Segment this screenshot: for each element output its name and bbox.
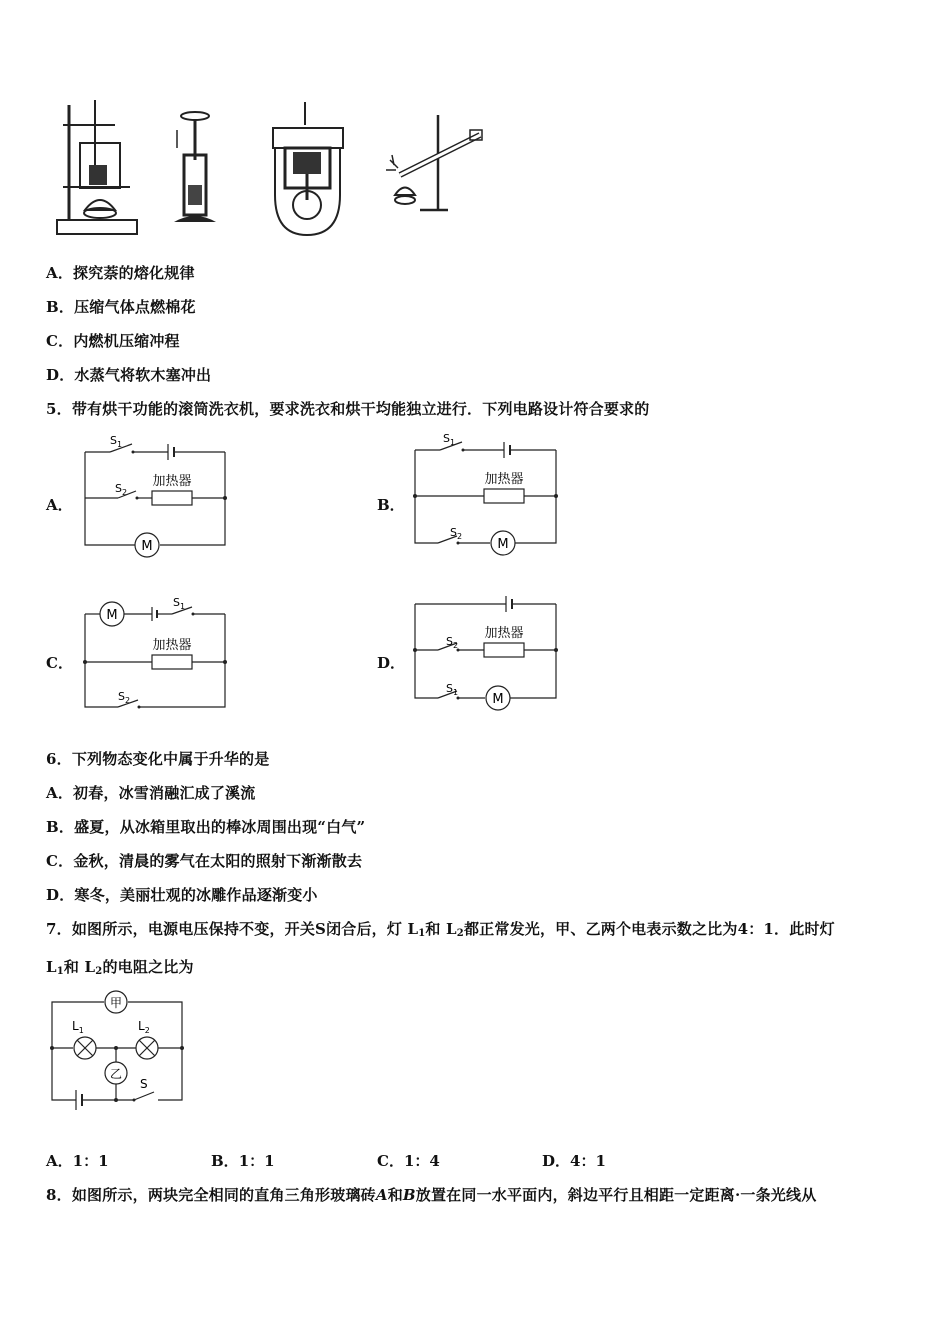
- q7-option-a: A．1：1: [46, 1152, 109, 1170]
- q5-circuit-b-label: B．: [377, 496, 405, 514]
- svg-text:S2: $S_2$: [446, 635, 459, 650]
- svg-text:L2: $L_2$: [138, 1019, 150, 1035]
- svg-text:S1: $S_1$: [173, 596, 186, 611]
- heater-label: 加热器: [152, 474, 192, 489]
- q7-option-c: C．1：4: [377, 1152, 440, 1170]
- steam-cork-figure: [380, 110, 490, 220]
- q4-option-a: A．探究萘的熔化规律: [46, 264, 195, 282]
- q7-stem-line1: 7．如图所示，电源电压保持不变，开关S闭合后，灯 $L_1$和 $L_2$都正常发光，甲、乙两个电表示数之比为4：1．此时灯: [46, 920, 835, 939]
- q5-circuit-a: [80, 430, 235, 555]
- q5-circuit-a-label: A．: [46, 496, 73, 514]
- q7-option-d: D．4：1: [542, 1152, 606, 1170]
- q6-option-c: C．金秋，清晨的雾气在太阳的照射下渐渐散去: [46, 852, 363, 870]
- q5-circuit-c-label: C．: [46, 654, 73, 672]
- meter-jia: 甲: [109, 996, 123, 1010]
- q7-option-b: B．1：1: [211, 1152, 275, 1170]
- motor-label: M: [141, 539, 153, 554]
- q5-circuit-d: [410, 590, 565, 715]
- q6-stem: 6．下列物态变化中属于升华的是: [46, 750, 270, 768]
- svg-text:加热器: 加热器: [152, 638, 192, 653]
- q4-option-b: B．压缩气体点燃棉花: [46, 298, 196, 316]
- q5-circuit-c: [80, 592, 235, 717]
- q7-circuit: [48, 990, 188, 1115]
- svg-text:S2: $S_2$: [450, 526, 463, 541]
- q5-stem: 5．带有烘干功能的滚筒洗衣机，要求洗衣和烘干均能独立进行．下列电路设计符合要求的: [46, 400, 650, 418]
- svg-text:S1: $S_1$: [443, 432, 456, 447]
- q6-option-b: B．盛夏，从冰箱里取出的棒冰周围出现“白气”: [46, 818, 366, 836]
- gas-compression-figure: [170, 110, 220, 230]
- svg-text:M: M: [497, 537, 509, 552]
- naphthalene-apparatus-figure: [55, 95, 145, 245]
- engine-stroke-figure: [265, 100, 350, 240]
- svg-text:S2: $S_2$: [115, 482, 128, 497]
- svg-text:S: S: [140, 1077, 148, 1091]
- svg-text:S1: $S_1$: [110, 434, 123, 449]
- q6-option-d: D．寒冬，美丽壮观的冰雕作品逐渐变小: [46, 886, 318, 904]
- svg-text:加热器: 加热器: [484, 626, 524, 641]
- svg-text:M: M: [492, 692, 504, 707]
- q6-option-a: A．初春，冰雪消融汇成了溪流: [46, 784, 256, 802]
- meter-yi: 乙: [109, 1067, 123, 1081]
- q8-stem: 8．如图所示，两块完全相同的直角三角形玻璃砖A和B放置在同一水平面内，斜边平行且相距一定距离·一条光线从: [46, 1186, 817, 1204]
- svg-text:S2: $S_2$: [118, 690, 131, 705]
- q4-option-c: C．内燃机压缩冲程: [46, 332, 180, 350]
- svg-text:L1: $L_1$: [72, 1019, 84, 1035]
- svg-text:M: M: [106, 608, 118, 623]
- svg-text:加热器: 加热器: [484, 472, 524, 487]
- q5-circuit-d-label: D．: [377, 654, 406, 672]
- svg-text:S1: $S_1$: [446, 682, 459, 697]
- q5-circuit-b: [410, 428, 565, 553]
- q4-option-d: D．水蒸气将软木塞冲出: [46, 366, 212, 384]
- q7-stem-line2: $L_1$和 $L_2$的电阻之比为: [46, 958, 194, 977]
